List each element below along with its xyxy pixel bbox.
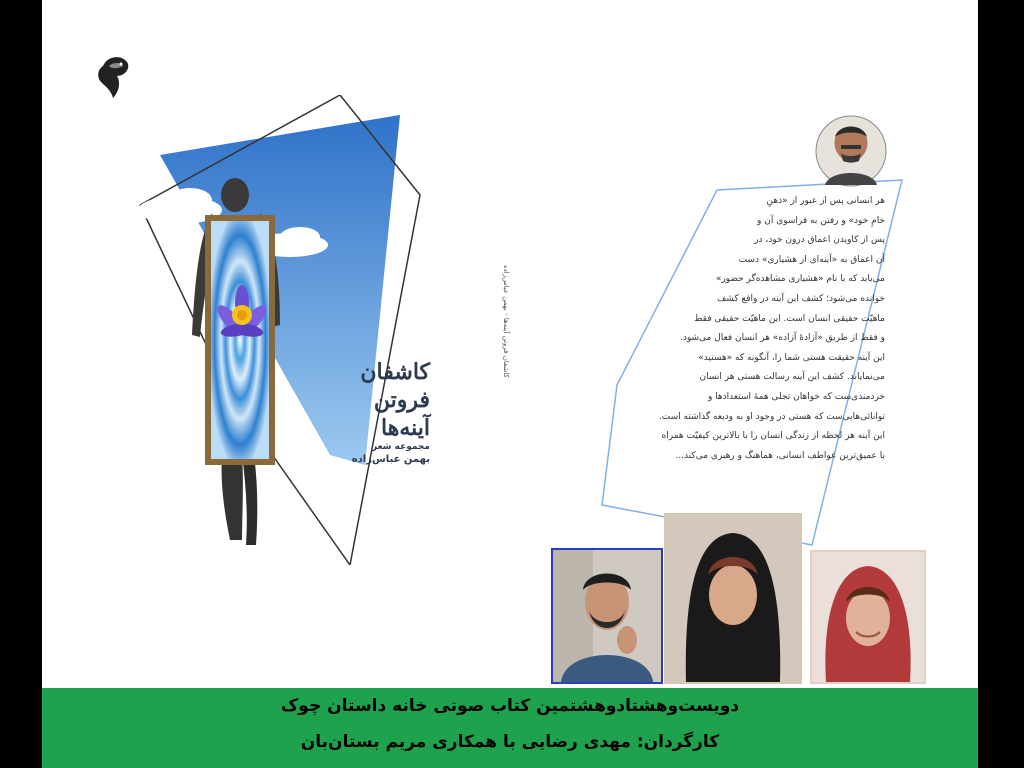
back-cover-line: می‌نمایاند. کشف این آینه رسالت هستی هر انسان [699, 372, 885, 383]
man-portrait-image [553, 550, 661, 682]
author-avatar [815, 115, 887, 187]
cover-illustration [130, 95, 520, 565]
back-cover-line: می‌یابد که با نام «هشیاری مشاهده‌گر حضور» [715, 274, 885, 285]
book-cover-spread [42, 0, 978, 768]
back-cover-line: خردمندی‌ست که خواهان تجلی همهٔ استعدادها و [707, 391, 885, 402]
back-cover-line: این آینه هر لحظه از زندگی انسان را با بالاترین کیفیّت همراه [661, 431, 885, 442]
back-cover-line: هر انسانی پس از عبور از «ذهنِ [766, 196, 885, 206]
back-cover-line: پس از کاویدن اعماق درون خود، در [754, 235, 885, 246]
back-cover-line: توانائی‌هایی‌ست که هستی در وجود او به ودیعه گذاشته است. [658, 411, 885, 422]
back-cover-line: و فقط از طریق «آزادهٔ آزاده» هر انسان فعال می‌شود. [679, 333, 885, 344]
back-cover-line: با عمیق‌ترین عواطف انسانی، هماهنگ و رهبری می‌کند... [675, 450, 885, 461]
portrait-director [551, 548, 663, 684]
cover-title [310, 358, 430, 465]
title-banner [42, 688, 978, 768]
portrait-narrator-center [664, 513, 802, 684]
back-cover-line: خامِ خود» و رفتن به فراسوی آن و [757, 215, 885, 226]
back-cover-line: آن اعماق به «آینه‌ای از هشیاری» دست [738, 254, 885, 265]
woman-hijab-portrait-image [812, 552, 924, 682]
back-cover-line: خوانده می‌شود؛ کشف این آینه در واقع کشف [716, 293, 885, 304]
bird-logo-icon [95, 52, 135, 100]
back-cover-line: ماهیّت حقیقی انسان است. این ماهیّت حقیقی فقط [694, 313, 885, 324]
back-cover-line: این آینه حقیقت هستی شما را، آنگونه که «هستید» [698, 352, 885, 363]
cover-title-line1: کاشفان [360, 359, 430, 385]
book-spine [502, 265, 522, 435]
cover-author: بهمن عباس‌زاده [351, 454, 430, 465]
banner-line2: کارگردان: مهدی رضایی با همکاری مریم بستان‌بان [300, 732, 720, 752]
cover-subtitle: مجموعه شعر [371, 442, 430, 452]
back-cover-text [630, 192, 885, 466]
spine-text: کاشفان فروتن آینه‌ها - بهمن عباس‌زاده [502, 265, 510, 378]
portrait-narrator-right [810, 550, 926, 684]
cover-title-line3: آینه‌ها [381, 415, 430, 441]
woman-portrait-image [666, 515, 800, 682]
banner-line1: دویست‌وهشتادوهشتمین کتاب صوتی خانه داستان چوک [280, 696, 740, 716]
cover-title-line2: فروتن [373, 387, 430, 413]
